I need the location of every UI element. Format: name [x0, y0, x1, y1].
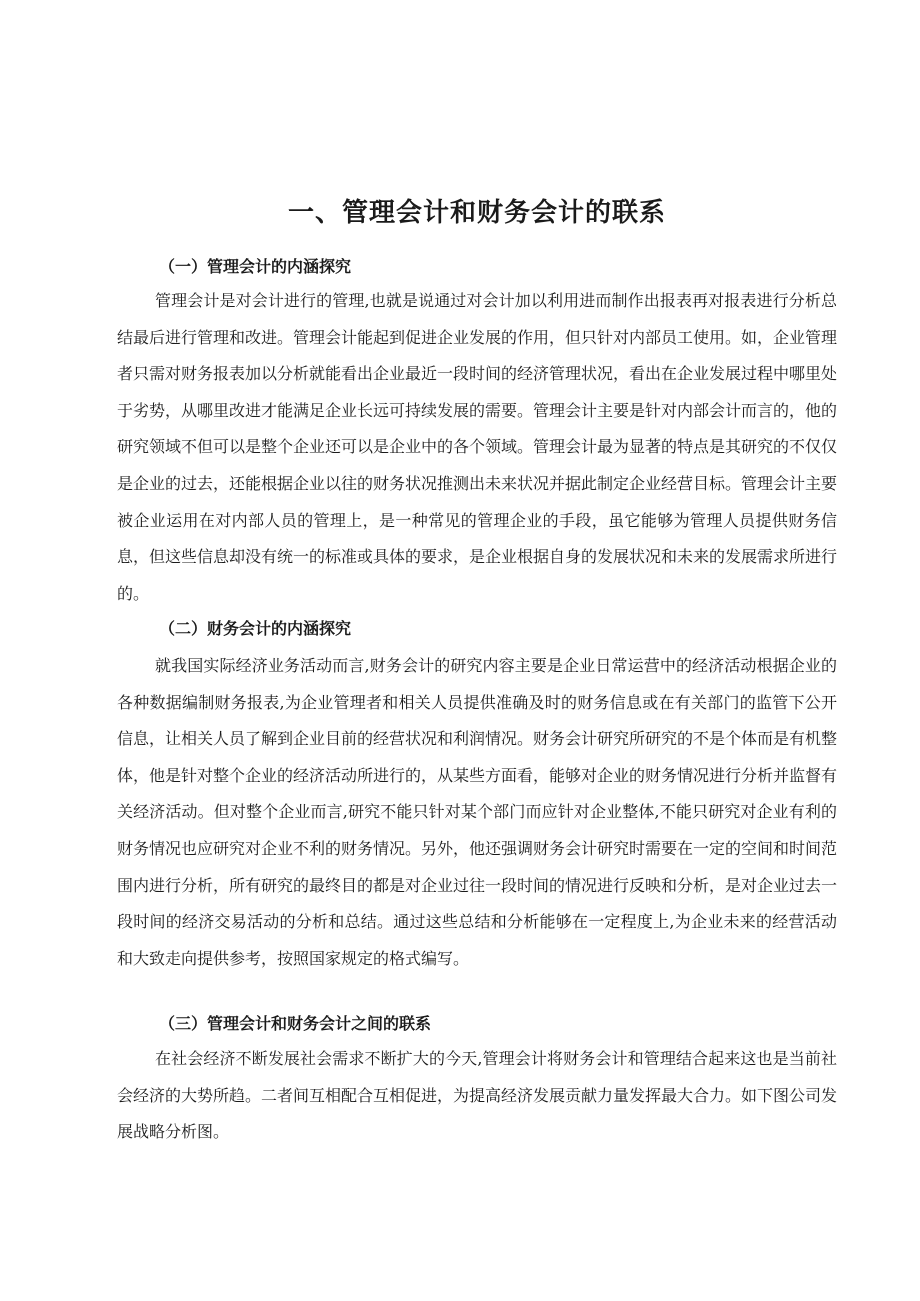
section-heading-relationship: （三）管理会计和财务会计之间的联系: [159, 1014, 432, 1033]
section-heading-management-accounting: （一）管理会计的内涵探究: [159, 257, 352, 276]
paragraph-relationship: 在社会经济不断发展社会需求不断扩大的今天,管理会计将财务会计和管理结合起来这也是当前社会经济的大势所趋。二者间互相配合互相促进，为提高经济发展贡献力量发挥最大合力。如下图公司发展战略分析图。: [117, 1049, 838, 1142]
paragraph-financial-accounting: 就我国实际经济业务活动而言,财务会计的研究内容主要是企业日常运营中的经济活动根据企业的各种数据编制财务报表,为企业管理者和相关人员提供准确及时的财务信息或在有关部门的监管下公开信息，让相关人员了解到企业目前的经营状况和利润情况。财务会计研究所研究的不是个体而是有机整体，他是针对整个企业的经济活动所进行的，从某些方面看，能够对企业的财务情况进行分析并监督有关经济活动。但对整个企业而言,研究不能只针对某个部门而应针对企业整体,不能只研究对企业有利的财务情况也应研究对企业不利的财务情况。另外，他还强调财务会计研究时需要在一定的空间和时间范围内进行分析，所有研究的最终目的都是对企业过往一段时间的情况进行反映和分析，是对企业过去一段时间的经济交易活动的分析和总结。通过这些总结和分析能够在一定程度上,为企业未来的经营活动和大致走向提供参考，按照国家规定的格式编写。: [117, 656, 838, 968]
document-title: 一、管理会计和财务会计的联系: [287, 198, 666, 228]
paragraph-management-accounting: 管理会计是对会计进行的管理,也就是说通过对会计加以利用进而制作出报表再对报表进行分析总结最后进行管理和改进。管理会计能起到促进企业发展的作用，但只针对内部员工使用。如，企业管理者只需对财务报表加以分析就能看出企业最近一段时间的经济管理状况，看出在企业发展过程中哪里处于劣势，从哪里改进才能满足企业长远可持续发展的需要。管理会计主要是针对内部会计而言的，他的研究领域不但可以是整个企业还可以是企业中的各个领域。管理会计最为显著的特点是其研究的不仅仅是企业的过去，还能根据企业以往的财务状况推测出未来状况并据此制定企业经营目标。管理会计主要被企业运用在对内部人员的管理上，是一种常见的管理企业的手段，虽它能够为管理人员提供财务信息，但这些信息却没有统一的标准或具体的要求，是企业根据自身的发展状况和未来的发展需求所进行的。: [117, 291, 838, 603]
section-heading-financial-accounting: （二）财务会计的内涵探究: [159, 619, 352, 638]
